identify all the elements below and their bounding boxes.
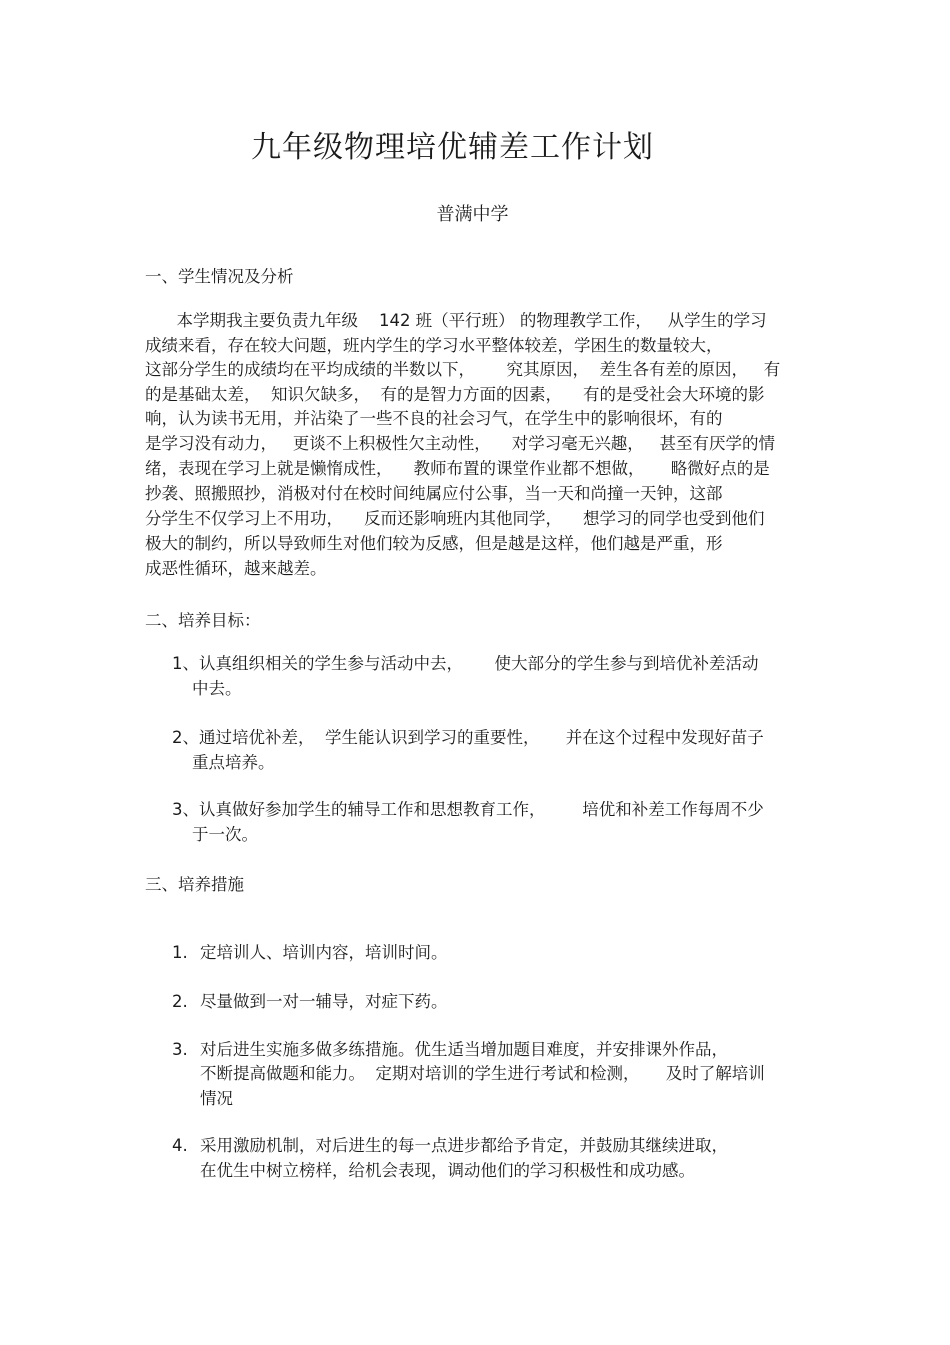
goal-item-3-line2: 于一次。 — [192, 825, 258, 844]
paragraph-line: 本学期我主要负责九年级 142 班（平行班） 的物理教学工作， 从学生的学习 — [145, 311, 767, 330]
paragraph-line: 响，认为读书无用，并沾染了一些不良的社会习气，在学生中的影响很坏，有的 — [145, 409, 723, 428]
measure-number: 4. — [172, 1136, 188, 1155]
paragraph-line: 是学习没有动力， 更谈不上积极性欠主动性， 对学习毫无兴趣， 甚至有厌学的情 — [145, 434, 775, 453]
measure-number: 3. — [172, 1040, 188, 1059]
measure-item-2: 尽量做到一对一辅导，对症下药。 — [200, 992, 448, 1011]
measure-item-3-line1: 对后进生实施多做多练措施。优生适当增加题目难度，并安排课外作品， — [200, 1040, 728, 1059]
goal-item-1-line2: 中去。 — [192, 679, 242, 698]
measure-item-1: 定培训人、培训内容，培训时间。 — [200, 943, 448, 962]
paragraph-line: 抄袭、照搬照抄，消极对付在校时间纯属应付公事，当一天和尚撞一天钟，这部 — [145, 484, 723, 503]
goal-item-2-line2: 重点培养。 — [192, 753, 275, 772]
goal-item-2-line1: 2、通过培优补差， 学生能认识到学习的重要性， 并在这个过程中发现好苗子 — [172, 728, 764, 747]
paragraph-line: 成绩来看，存在较大问题，班内学生的学习水平整体较差，学困生的数量较大， — [145, 336, 723, 355]
paragraph-line: 成恶性循环，越来越差。 — [145, 559, 327, 578]
paragraph-line: 绪，表现在学习上就是懒惰成性， 教师布置的课堂作业都不想做， 略微好点的是 — [145, 459, 770, 478]
measure-number: 1. — [172, 943, 188, 962]
section-heading-goals: 二、培养目标： — [145, 611, 261, 630]
paragraph-line: 的是基础太差， 知识欠缺多， 有的是智力方面的因素， 有的是受社会大环境的影 — [145, 385, 765, 404]
measure-item-4-line1: 采用激励机制，对后进生的每一点进步都给予肯定，并鼓励其继续进取， — [200, 1136, 728, 1155]
measure-item-3-line3: 情况 — [200, 1089, 233, 1108]
goal-item-1-line1: 1、认真组织相关的学生参与活动中去， 使大部分的学生参与到培优补差活动 — [172, 654, 759, 673]
section-heading-student-analysis: 一、学生情况及分析 — [145, 267, 294, 286]
paragraph-line: 极大的制约，所以导致师生对他们较为反感，但是越是这样，他们越是严重，形 — [145, 534, 723, 553]
paragraph-line: 分学生不仅学习上不用功， 反而还影响班内其他同学， 想学习的同学也受到他们 — [145, 509, 765, 528]
measure-item-4-line2: 在优生中树立榜样，给机会表现，调动他们的学习积极性和成功感。 — [200, 1161, 695, 1180]
paragraph-line: 这部分学生的成绩均在平均成绩的半数以下， 究其原因， 差生各有差的原因， 有 — [145, 360, 781, 379]
section-heading-measures: 三、培养措施 — [145, 875, 244, 894]
goal-item-3-line1: 3、认真做好参加学生的辅导工作和思想教育工作， 培优和补差工作每周不少 — [172, 800, 764, 819]
document-title: 九年级物理培优辅差工作计划 — [251, 130, 654, 165]
school-name: 普满中学 — [436, 204, 509, 225]
measure-item-3-line2: 不断提高做题和能力。 定期对培训的学生进行考试和检测， 及时了解培训 — [200, 1064, 765, 1083]
measure-number: 2. — [172, 992, 188, 1011]
